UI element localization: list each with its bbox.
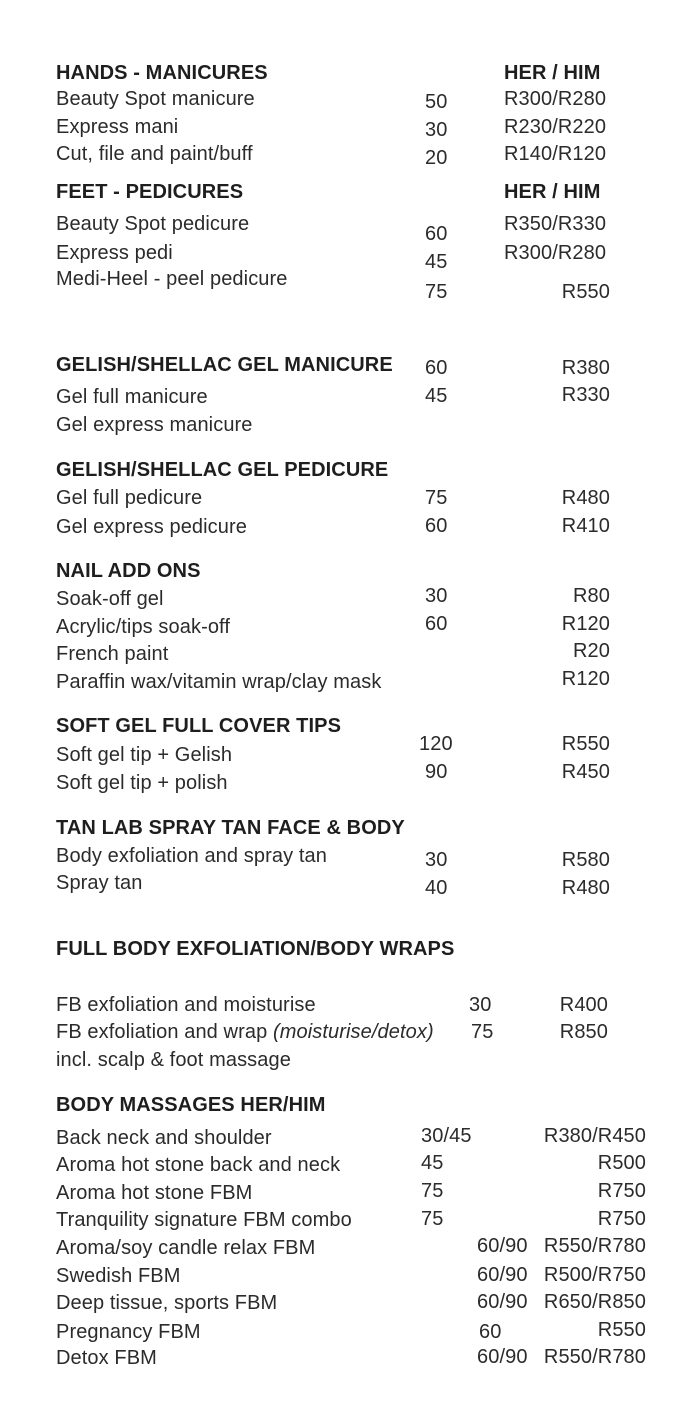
service-price: R120 <box>561 668 610 690</box>
service-name: Soft gel tip + polish <box>56 772 228 794</box>
service-name: Express mani <box>56 116 179 138</box>
service-duration: 50 <box>425 91 448 113</box>
service-duration: 30 <box>425 849 448 871</box>
service-duration: 30/45 <box>421 1125 472 1147</box>
service-duration: 45 <box>425 251 448 273</box>
service-duration: 75 <box>421 1208 444 1230</box>
service-price: R120 <box>561 613 610 635</box>
service-name: Detox FBM <box>56 1347 157 1369</box>
service-duration: 20 <box>425 147 448 169</box>
service-price: R80 <box>573 585 610 607</box>
service-duration: 60 <box>425 223 448 245</box>
service-detail: (moisturise/detox) <box>272 1021 434 1043</box>
service-name: Soft gel tip + Gelish <box>56 744 233 766</box>
service-duration: 60 <box>479 1321 502 1343</box>
service-name: Cut, file and paint/buff <box>56 143 253 165</box>
service-name: Aroma/soy candle relax FBM <box>56 1237 316 1259</box>
service-duration: 60 <box>425 357 448 379</box>
service-price: R350/R330 <box>504 213 607 235</box>
service-name: Gel full pedicure <box>56 487 203 509</box>
service-duration: 120 <box>419 733 453 755</box>
service-price: R300/R280 <box>504 88 607 110</box>
service-name: Beauty Spot pedicure <box>56 213 250 235</box>
manicures-col-header: HER / HIM <box>504 62 601 84</box>
service-name: Deep tissue, sports FBM <box>56 1292 278 1314</box>
service-price: R380 <box>561 357 610 379</box>
service-duration: 60/90 <box>477 1264 528 1286</box>
service-price: R550 <box>561 733 610 755</box>
service-price: R850 <box>559 1021 608 1043</box>
service-price: R750 <box>597 1180 646 1202</box>
service-name: Acrylic/tips soak-off <box>56 616 231 638</box>
service-price: R650/R850 <box>543 1291 646 1313</box>
service-price: R450 <box>561 761 610 783</box>
service-name: French paint <box>56 643 169 665</box>
service-duration: 30 <box>469 994 492 1016</box>
manicures-heading: HANDS - MANICURES <box>56 62 268 84</box>
service-duration: 75 <box>425 487 448 509</box>
service-price: R20 <box>573 640 610 662</box>
service-name: FB exfoliation and wrap <box>56 1021 273 1043</box>
service-name: FB exfoliation and moisturise <box>56 994 316 1016</box>
service-name: Aroma hot stone back and neck <box>56 1154 341 1176</box>
service-duration: 60 <box>425 613 448 635</box>
service-price: R230/R220 <box>504 116 607 138</box>
service-duration: 30 <box>425 585 448 607</box>
service-name: Paraffin wax/vitamin wrap/clay mask <box>56 671 382 693</box>
massages-heading: BODY MASSAGES HER/HIM <box>56 1094 326 1116</box>
service-price: R480 <box>561 877 610 899</box>
service-duration: 40 <box>425 877 448 899</box>
service-price: R580 <box>561 849 610 871</box>
service-name: Swedish FBM <box>56 1265 181 1287</box>
soft-gel-heading: SOFT GEL FULL COVER TIPS <box>56 715 342 737</box>
service-price: R550/R780 <box>543 1346 646 1368</box>
pedicures-heading: FEET - PEDICURES <box>56 181 244 203</box>
service-name: Body exfoliation and spray tan <box>56 845 327 867</box>
service-price: R550 <box>597 1319 646 1341</box>
service-duration: 30 <box>425 119 448 141</box>
service-name: Express pedi <box>56 242 173 264</box>
service-name: Aroma hot stone FBM <box>56 1182 253 1204</box>
service-price: R480 <box>561 487 610 509</box>
service-name: Soak-off gel <box>56 588 164 610</box>
service-name: Gel express manicure <box>56 414 253 436</box>
service-name: Spray tan <box>56 872 143 894</box>
service-duration: 45 <box>421 1152 444 1174</box>
body-exfoliation-heading: FULL BODY EXFOLIATION/BODY WRAPS <box>56 938 455 960</box>
service-price: R330 <box>561 384 610 406</box>
service-duration: 60/90 <box>477 1346 528 1368</box>
service-price: R400 <box>559 994 608 1016</box>
service-price: R750 <box>597 1208 646 1230</box>
pedicures-col-header: HER / HIM <box>504 181 601 203</box>
service-duration: 60/90 <box>477 1235 528 1257</box>
service-name: Medi-Heel - peel pedicure <box>56 268 288 290</box>
gel-manicure-heading: GELISH/SHELLAC GEL MANICURE <box>56 354 393 376</box>
service-name-with-detail <box>56 1020 434 1044</box>
service-duration: 60 <box>425 515 448 537</box>
gel-pedicure-heading: GELISH/SHELLAC GEL PEDICURE <box>56 459 389 481</box>
service-note: incl. scalp & foot massage <box>56 1049 291 1071</box>
nail-addons-heading: NAIL ADD ONS <box>56 560 201 582</box>
service-price: R300/R280 <box>504 242 607 264</box>
service-duration: 90 <box>425 761 448 783</box>
service-duration: 45 <box>425 385 448 407</box>
service-price: R140/R120 <box>504 143 607 165</box>
service-name: Pregnancy FBM <box>56 1321 201 1343</box>
service-price: R550/R780 <box>543 1235 646 1257</box>
service-price: R380/R450 <box>543 1125 646 1147</box>
service-price: R550 <box>561 281 610 303</box>
service-name: Tranquility signature FBM combo <box>56 1209 352 1231</box>
service-duration: 75 <box>471 1021 494 1043</box>
service-name: Gel express pedicure <box>56 516 247 538</box>
service-name: Gel full manicure <box>56 386 208 408</box>
spray-tan-heading: TAN LAB SPRAY TAN FACE & BODY <box>56 817 405 839</box>
service-price: R410 <box>561 515 610 537</box>
service-name: Beauty Spot manicure <box>56 88 255 110</box>
service-duration: 75 <box>425 281 448 303</box>
service-price: R500 <box>597 1152 646 1174</box>
service-price: R500/R750 <box>543 1264 646 1286</box>
service-name: Back neck and shoulder <box>56 1127 272 1149</box>
service-duration: 60/90 <box>477 1291 528 1313</box>
service-duration: 75 <box>421 1180 444 1202</box>
